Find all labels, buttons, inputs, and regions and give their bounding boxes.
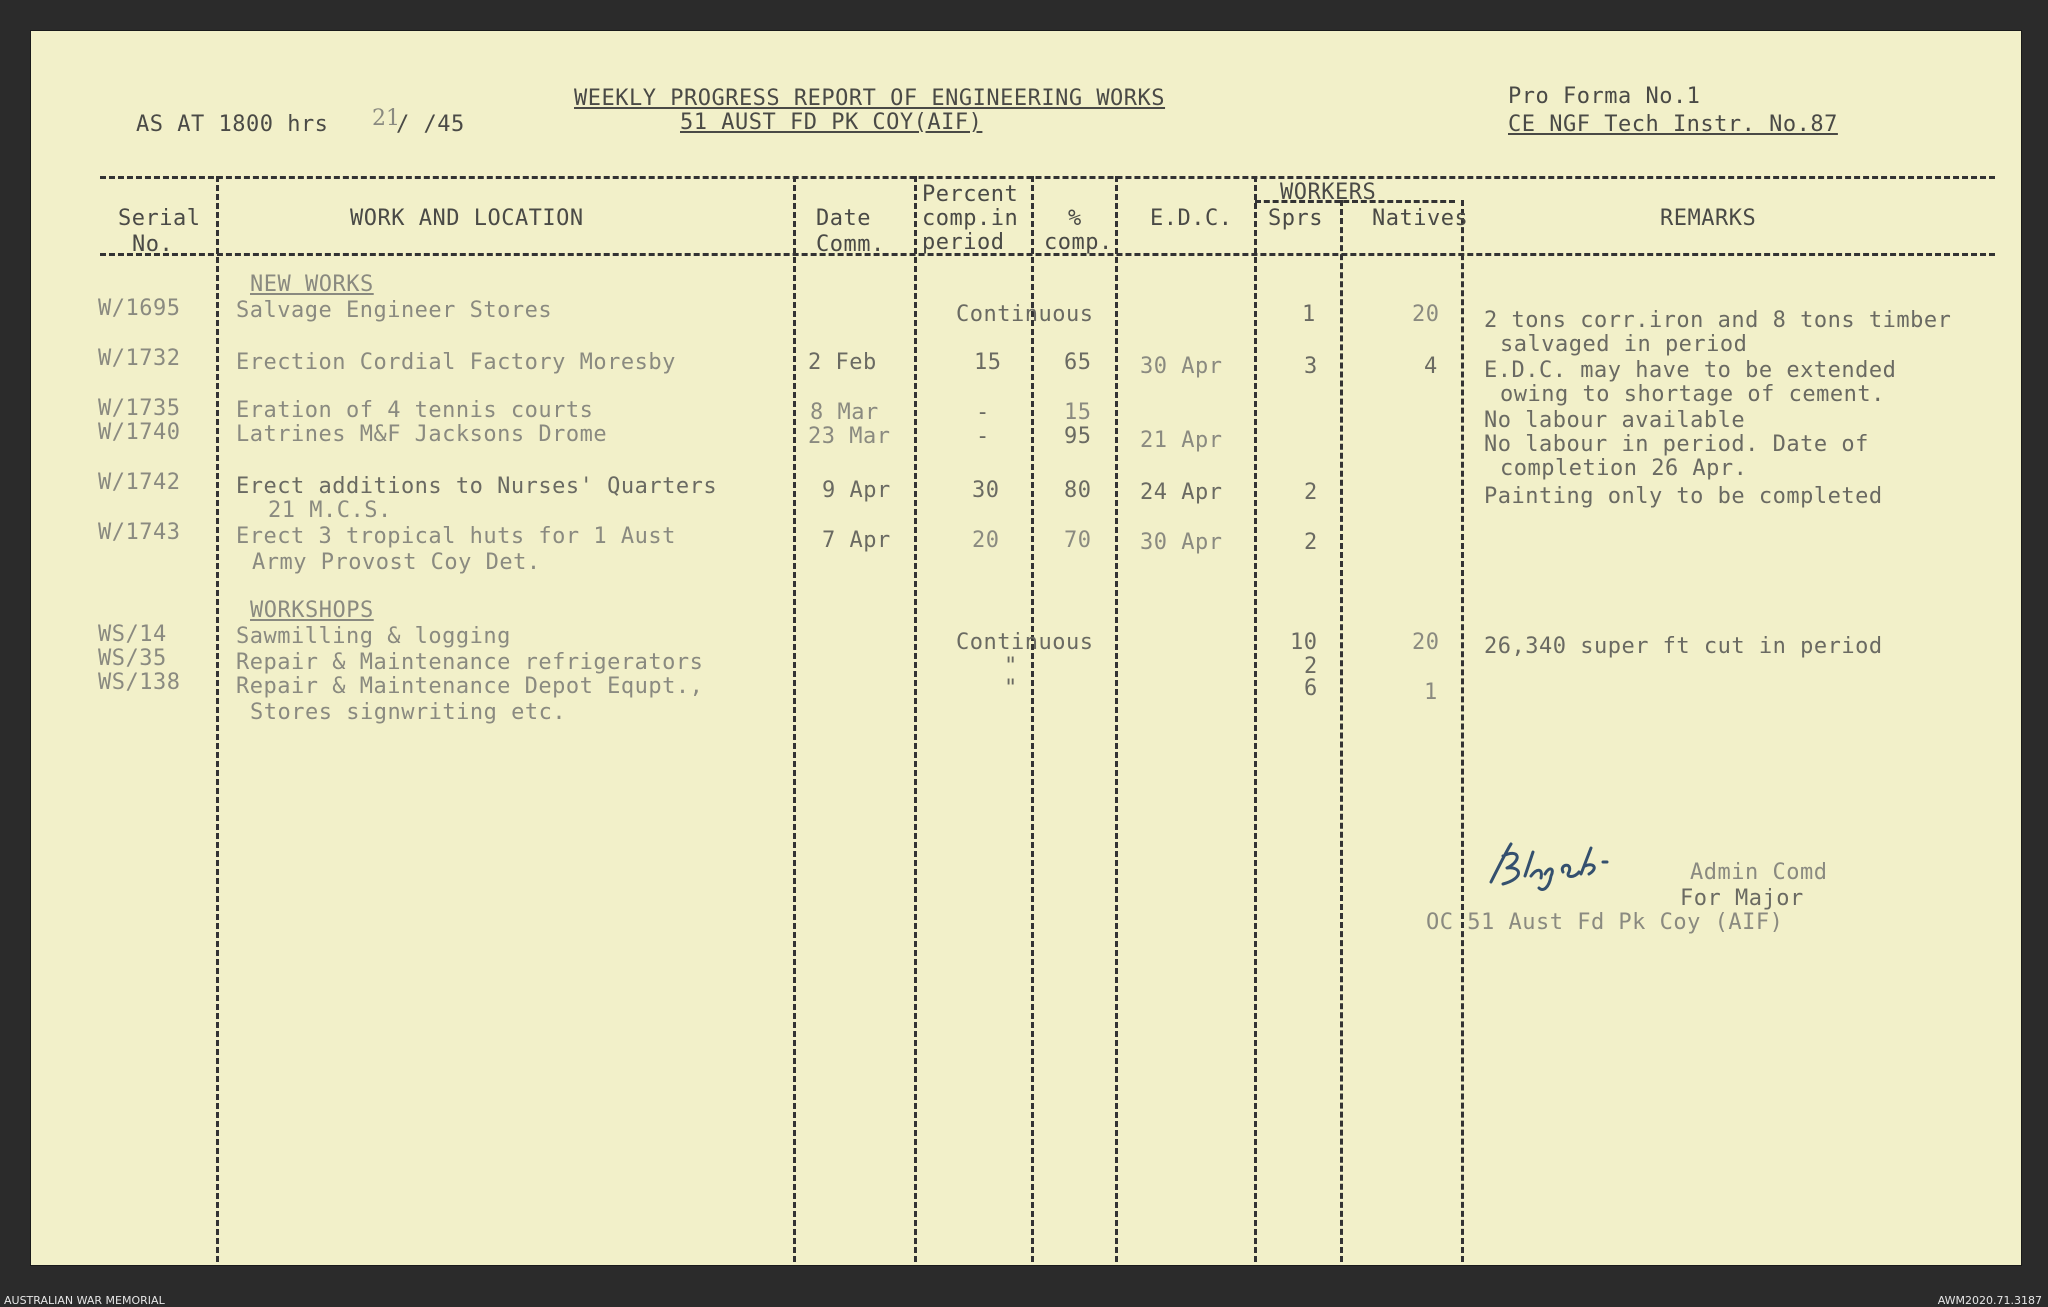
row-serial: WS/14 xyxy=(98,622,167,647)
row-work: Erect additions to Nurses' Quarters xyxy=(236,474,718,499)
row-remarks: No labour in period. Date of xyxy=(1484,432,1869,457)
column-divider xyxy=(1031,176,1034,1262)
row-serial: W/1740 xyxy=(98,420,181,445)
col-remarks: REMARKS xyxy=(1660,206,1757,231)
row-sprs: 1 xyxy=(1302,302,1316,327)
header-rule-top xyxy=(100,176,1995,179)
row-remarks: E.D.C. may have to be extended xyxy=(1484,358,1897,383)
row-remarks-cont: salvaged in period xyxy=(1500,332,1748,357)
column-divider xyxy=(1340,200,1343,1262)
row-edc: 30 Apr xyxy=(1140,354,1223,379)
row-natives: 20 xyxy=(1412,630,1440,655)
row-pct: 15 xyxy=(1064,400,1092,425)
row-sprs: 2 xyxy=(1304,480,1318,505)
footer-left: AUSTRALIAN WAR MEMORIAL xyxy=(4,1294,165,1307)
row-work: Sawmilling & logging xyxy=(236,624,511,649)
column-divider xyxy=(1461,200,1464,1262)
row-work: Eration of 4 tennis courts xyxy=(236,398,594,423)
date-handwritten: 21 xyxy=(372,106,400,131)
row-work-cont: Army Provost Coy Det. xyxy=(252,550,541,575)
column-divider xyxy=(914,176,917,1262)
col-pct-comp: comp. xyxy=(1044,230,1113,255)
row-edc: 30 Apr xyxy=(1140,530,1223,555)
signature-for-major: For Major xyxy=(1680,886,1804,911)
row-remarks: 2 tons corr.iron and 8 tons timber xyxy=(1484,308,1952,333)
row-period: 20 xyxy=(972,528,1000,553)
row-sprs: 2 xyxy=(1304,530,1318,555)
section-workshops: WORKSHOPS xyxy=(250,598,374,623)
section-new-works: NEW WORKS xyxy=(250,272,374,297)
row-serial: WS/138 xyxy=(98,670,181,695)
unit-title: 51 AUST FD PK COY(AIF) xyxy=(680,110,983,135)
row-pct: 95 xyxy=(1064,424,1092,449)
row-remarks: 26,340 super ft cut in period xyxy=(1484,634,1883,659)
column-divider xyxy=(1115,176,1118,1262)
handwritten-signature xyxy=(1485,838,1625,902)
row-serial: WS/35 xyxy=(98,646,167,671)
col-sprs: Sprs xyxy=(1268,206,1323,231)
column-divider xyxy=(216,176,219,1262)
row-work: Repair & Maintenance refrigerators xyxy=(236,650,704,675)
row-date: 7 Apr xyxy=(822,528,891,553)
row-serial: W/1743 xyxy=(98,520,181,545)
row-pct: 65 xyxy=(1064,350,1092,375)
row-continuous: Continuous xyxy=(956,630,1094,655)
row-continuous: " xyxy=(1004,676,1018,701)
col-edc: E.D.C. xyxy=(1150,206,1233,231)
row-date: 2 Feb xyxy=(808,350,877,375)
row-remarks: No labour available xyxy=(1484,408,1746,433)
column-divider xyxy=(1254,176,1257,1262)
col-workers: WORKERS xyxy=(1280,180,1377,205)
row-continuous: Continuous xyxy=(956,302,1094,327)
row-sprs: 10 xyxy=(1290,630,1318,655)
row-date: 23 Mar xyxy=(808,424,891,449)
column-divider xyxy=(793,176,796,1262)
col-serial-no: No. xyxy=(132,232,174,257)
row-work: Salvage Engineer Stores xyxy=(236,298,553,323)
footer-right: AWM2020.71.3187 xyxy=(1937,1294,2042,1307)
row-date: 9 Apr xyxy=(822,478,891,503)
row-serial: W/1742 xyxy=(98,470,181,495)
row-remarks: Painting only to be completed xyxy=(1484,484,1883,509)
row-continuous: " xyxy=(1004,654,1018,679)
col-natives: Natives xyxy=(1372,206,1469,231)
row-serial: W/1732 xyxy=(98,346,181,371)
row-edc: 24 Apr xyxy=(1140,480,1223,505)
row-work-cont: 21 M.C.S. xyxy=(268,498,392,523)
row-natives: 4 xyxy=(1424,354,1438,379)
col-date: Date xyxy=(816,206,871,231)
signature-admin: Admin Comd xyxy=(1690,860,1828,885)
row-work: Latrines M&F Jacksons Drome xyxy=(236,422,608,447)
report-title: WEEKLY PROGRESS REPORT OF ENGINEERING WORKS xyxy=(574,86,1166,111)
row-natives: 1 xyxy=(1424,680,1438,705)
signature-unit: OC 51 Aust Fd Pk Coy (AIF) xyxy=(1426,910,1784,935)
row-serial: W/1695 xyxy=(98,296,181,321)
report-date: / /45 xyxy=(396,112,465,137)
row-period: - xyxy=(976,400,990,425)
row-sprs: 6 xyxy=(1304,676,1318,701)
row-date: 8 Mar xyxy=(810,400,879,425)
col-date-comm: Comm. xyxy=(816,232,885,257)
col-percent-comp: comp.in xyxy=(922,206,1019,231)
pro-forma: Pro Forma No.1 xyxy=(1508,84,1701,109)
row-edc: 21 Apr xyxy=(1140,428,1223,453)
row-serial: W/1735 xyxy=(98,396,181,421)
row-pct: 70 xyxy=(1064,528,1092,553)
row-work: Erection Cordial Factory Moresby xyxy=(236,350,676,375)
col-work-location: WORK AND LOCATION xyxy=(350,206,584,231)
row-period: 15 xyxy=(974,350,1002,375)
col-percent-period: period xyxy=(922,230,1005,255)
row-work-cont: Stores signwriting etc. xyxy=(250,700,567,725)
tech-instr: CE NGF Tech Instr. No.87 xyxy=(1508,112,1838,137)
row-pct: 80 xyxy=(1064,478,1092,503)
row-period: 30 xyxy=(972,478,1000,503)
col-serial: Serial xyxy=(118,206,201,231)
row-remarks-cont: owing to shortage of cement. xyxy=(1500,382,1885,407)
row-work: Erect 3 tropical huts for 1 Aust xyxy=(236,524,676,549)
row-remarks-cont: completion 26 Apr. xyxy=(1500,456,1748,481)
row-work: Repair & Maintenance Depot Equpt., xyxy=(236,674,704,699)
row-sprs: 3 xyxy=(1304,354,1318,379)
row-sprs: 2 xyxy=(1304,654,1318,679)
col-percent: Percent xyxy=(922,182,1019,207)
as-at-label: AS AT 1800 hrs xyxy=(136,112,329,137)
col-pct: % xyxy=(1068,206,1082,231)
row-natives: 20 xyxy=(1412,302,1440,327)
row-period: - xyxy=(976,424,990,449)
